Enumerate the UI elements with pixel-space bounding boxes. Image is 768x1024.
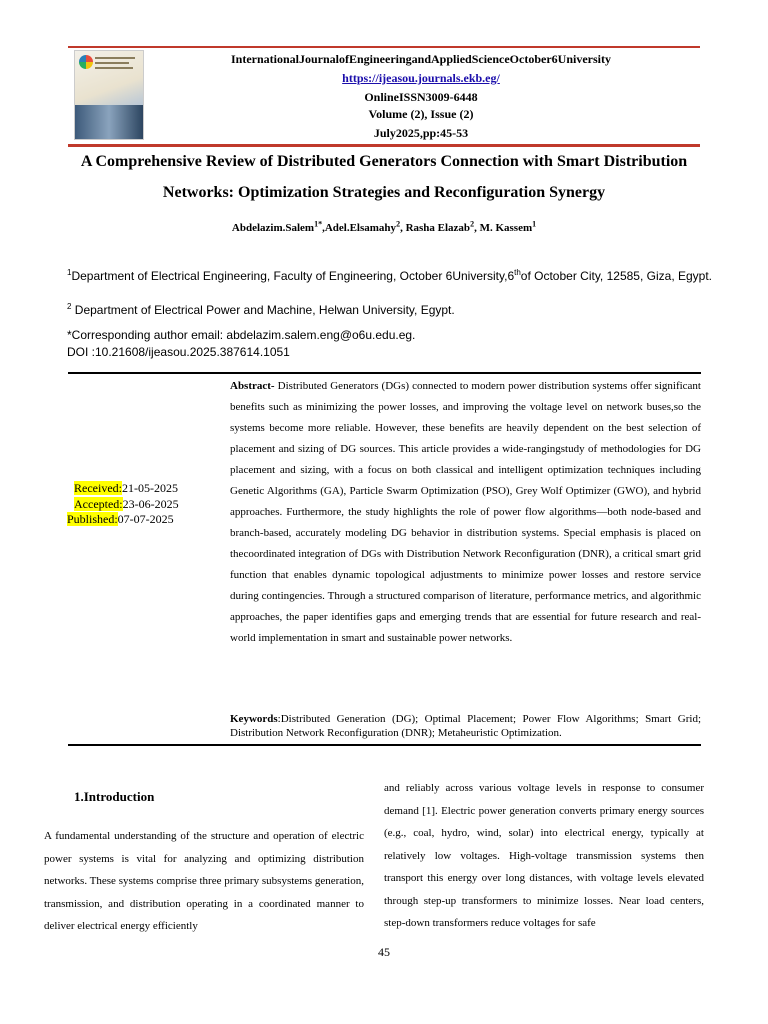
paper-title-line-2: Networks: Optimization Strategies and Reconfiguration Synergy (162, 184, 606, 201)
affiliation-2-marker: 2 (67, 302, 72, 311)
cover-decoration (95, 62, 129, 64)
keywords-label: Keywords (230, 713, 278, 725)
doi: DOI :10.21608/ijeasou.2025.387614.1051 (67, 345, 290, 359)
published-label: Published: (67, 512, 118, 526)
abstract (230, 376, 701, 649)
affiliation-2-text: Department of Electrical Power and Machine, Helwan University, Egypt. (71, 303, 455, 317)
journal-url-link[interactable]: https://ijeasou.journals.ekb.eg/ (342, 71, 500, 85)
author-1-affil: 1* (314, 219, 323, 229)
affiliation-1-text-b: of October City, 12585, Giza, Egypt. (520, 269, 712, 283)
abstract-bottom-rule (68, 744, 701, 746)
paper-title-line-1: A Comprehensive Review of Distributed Generators Connection with Smart Distribution (80, 153, 688, 170)
intro-left-column: A fundamental understanding of the structure and operation of electric power systems is vital for analyzing and optimizing distribution networks. These systems comprise three primary subsystems generation, transmission, and distribution operating in a coordinated manner to deliver electrical energy efficiently (44, 830, 364, 932)
author-3-affil: 2 (470, 219, 475, 229)
affiliation-1-text-a: Department of Electrical Engineering, Faculty of Engineering, October 6University,6 (71, 269, 515, 283)
accepted-label: Accepted: (74, 497, 123, 511)
cover-decoration (95, 67, 133, 69)
corresponding-email: *Corresponding author email: abdelazim.salem.eng@o6u.edu.eg. (67, 328, 416, 342)
received-date (74, 481, 178, 495)
keywords-text: :Distributed Generation (DG); Optimal Placement; Power Flow Algorithms; Smart Grid; Distribution Network Reconfiguration (DNR); Metaheuristic Optimization. (230, 713, 701, 739)
paper-title (40, 146, 728, 208)
journal-cover-image (74, 50, 144, 140)
author-3: , Rasha Elazab (400, 222, 471, 234)
accepted-date (74, 497, 179, 511)
page-number: 45 (378, 945, 390, 959)
intro-heading: 1.Introduction (74, 789, 155, 804)
received-label: Received: (74, 481, 122, 495)
accepted-value: 23-06-2025 (122, 497, 179, 511)
journal-logo-icon (79, 55, 93, 69)
abstract-text: Distributed Generators (DGs) connected to modern power distribution systems offer significant benefits such as minimizing the power losses, and improving the voltage level on network buses,so the systems become more reliable. However, these benefits are heavily dependent on the best selection of placement and sizing of DG sources. This article provides a wide-rangingstudy of methodologies for DG placement and sizing, with a focus on both classical and intelligent optimization techniques including Genetic Algorithms (GA), Particle Swarm Optimization (PSO), Grey Wolf Optimizer (GWO), and hybrid approaches. Furthermore, the study highlights the role of power flow algorithms—both node-based and branch-based, accurately modeling DG behavior in distribution systems. Special emphasis is placed on thecoordinated integration of DGs with Distribution Network Reconfiguration (DNR), a critical smart grid function that enables dynamic topological adjustments to minimize power losses and restore service during contingencies. Through a structured comparison of literature, performance metrics, and algorithmic approaches, the paper identifies gaps and emerging trends that are essential for future research and real-world implementation in smart and sustainable power networks. (230, 380, 701, 644)
author-4-affil: 1 (532, 219, 537, 229)
author-1: Abdelazim.Salem (231, 222, 315, 234)
affiliation-1 (67, 268, 722, 284)
journal-name: InternationalJournalofEngineeringandAppliedScienceOctober6University (230, 52, 611, 66)
cover-photo (75, 105, 143, 139)
journal-issn: OnlineISSN3009-6448 (364, 90, 478, 104)
received-value: 21-05-2025 (121, 481, 178, 495)
published-value: 07-07-2025 (117, 512, 174, 526)
affiliation-1-th: th (514, 268, 521, 277)
journal-url-row (142, 71, 700, 86)
affiliation-1-marker: 1 (67, 268, 72, 277)
keywords (230, 712, 701, 740)
abstract-top-rule (68, 372, 701, 374)
author-2: ,Adel.Elsamahy (322, 222, 397, 234)
author-list (40, 219, 728, 234)
published-date (67, 512, 174, 526)
author-2-affil: 2 (396, 219, 401, 229)
author-4: , M. Kassem (474, 222, 533, 234)
intro-right-column: and reliably across various voltage levels in response to consumer demand [1]. Electric power generation converts primary energy sources (e.g., coal, hydro, wind, solar) into electrical energy, typically at relatively low voltages. High-voltage transmission systems then transport this energy over long distances, with voltage levels elevated through step-up transformers to minimize losses. Near load centers, step-down transformers reduce voltages for safe (384, 782, 704, 929)
abstract-label: Abstract- (230, 380, 275, 392)
journal-volume: Volume (2), Issue (2) (368, 107, 474, 121)
journal-date-pages: July2025,pp:45-53 (373, 126, 469, 140)
cover-decoration (95, 57, 135, 59)
affiliation-2 (67, 302, 722, 318)
